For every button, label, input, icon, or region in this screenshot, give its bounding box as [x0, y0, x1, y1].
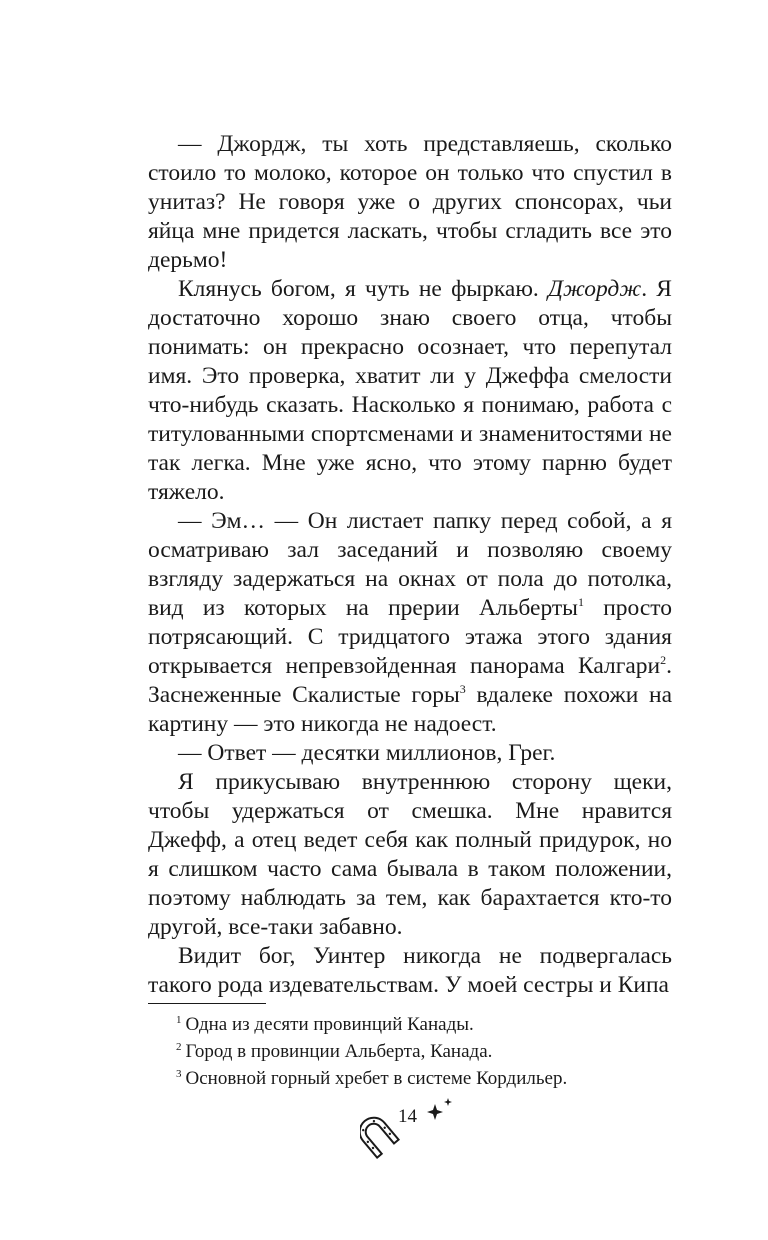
horseshoe-icon — [360, 1112, 399, 1158]
footnotes — [176, 1011, 672, 1092]
footnote-text: Основной горный хребет в системе Кордильер. — [185, 1068, 568, 1089]
page-folio — [360, 1098, 470, 1168]
paragraph-text: . Я достаточно хорошо знаю своего отца, чтобы понимать: он прекрасно осознает, что перепутал имя. Это проверка, хватит ли у Джеффа смелости что-нибудь сказать. Насколько я понимаю, работа с титулованными спортсменами и знаменитостями не так легка. Мне уже ясно, что этому парню будет тяжело. — [148, 276, 672, 505]
italic-name: Джордж — [548, 276, 642, 302]
paragraph — [148, 507, 672, 739]
footnote-1 — [176, 1011, 672, 1038]
paragraph: — Джордж, ты хоть представляешь, сколько стоило то молоко, которое он только что спустил в унитаз? Не говоря уже о других спонсорах, чьи яйца мне придется ласкать, чтобы сгладить все это дерьмо! — [148, 131, 672, 273]
paragraph-text: — Эм… — Он листает папку перед собой, а я осматриваю зал заседаний и позволяю своему взгляду задержаться на окнах от пола до потолка, вид из которых на прерии Альберты — [148, 508, 672, 621]
footnote-ref-2[interactable]: 2 — [660, 653, 667, 667]
footnote-text: Город в провинции Альберта, Канада. — [185, 1041, 493, 1062]
paragraph-text: . Заснеженные Скалистые горы — [148, 653, 672, 708]
page-number: 14 — [398, 1106, 417, 1127]
paragraph-text: просто потрясающий. С тридцатого этажа этого здания открывается непревзойденная панорама Калгари — [148, 595, 672, 679]
footnote-ref-3[interactable]: 3 — [459, 682, 466, 696]
paragraph: Видит бог, Уинтер никогда не подвергалась такого рода издевательствам. У моей сестры и Кипа — [148, 943, 672, 998]
sparkle-icon — [427, 1098, 452, 1120]
footnote-mark: 3 — [176, 1068, 182, 1080]
paragraph — [148, 275, 672, 507]
footnote-3 — [176, 1065, 672, 1092]
footnote-text: Одна из десяти провинций Канады. — [185, 1014, 474, 1035]
paragraph-text: Клянусь богом, я чуть не фыркаю. — [178, 276, 549, 302]
footnote-mark: 2 — [176, 1041, 182, 1053]
body-text — [148, 130, 672, 1000]
paragraph: Я прикусываю внутреннюю сторону щеки, чтобы удержаться от смешка. Мне нравится Джефф, а отец ведет себя как полный придурок, но я слишком часто сама бывала в таком положении, поэтому наблюдать за тем, как барахтается кто-то другой, все-таки забавно. — [148, 769, 672, 940]
footnote-divider — [148, 1003, 266, 1004]
footnote-2 — [176, 1038, 672, 1065]
paragraph: — Ответ — десятки миллионов, Грег. — [178, 740, 556, 766]
footnote-mark: 1 — [176, 1014, 182, 1026]
paragraph-text: вдалеке похожи на картину — это никогда не надоест. — [148, 682, 673, 737]
footnote-ref-1[interactable]: 1 — [577, 595, 584, 609]
